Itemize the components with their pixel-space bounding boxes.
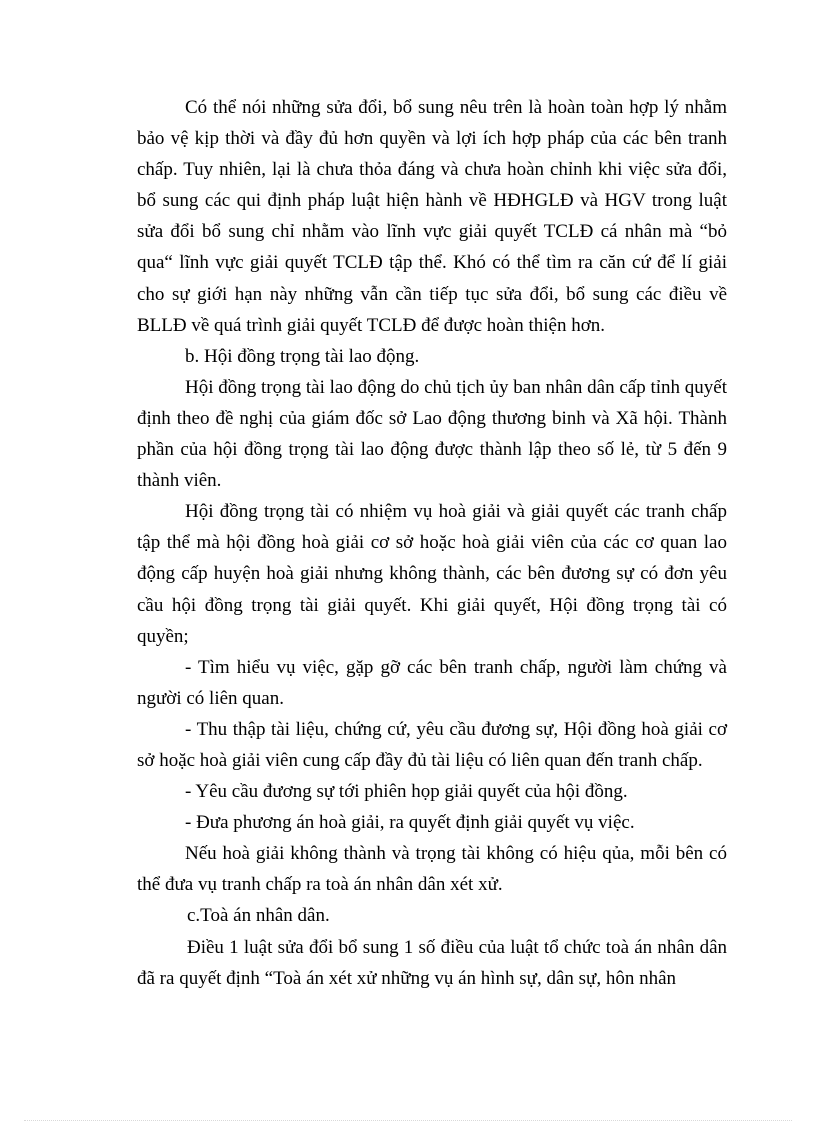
list-item-collect-evidence: - Thu thập tài liệu, chứng cứ, yêu cầu đương sự, Hội đồng hoà giải cơ sở hoặc hoà giải viên cung cấp đầy đủ tài liệu có liên quan đến tranh chấp.	[137, 718, 727, 771]
paragraph-court-referral: Nếu hoà giải không thành và trọng tài không có hiệu qủa, mỗi bên có thể đưa vụ tranh chấp ra toà án nhân dân xét xử.	[137, 843, 727, 896]
list-item-propose-mediation: - Đưa phương án hoà giải, ra quyết định giải quyết vụ việc.	[185, 812, 635, 834]
section-heading-peoples-court: c.Toà án nhân dân.	[187, 905, 330, 927]
section-heading-labor-arbitration-council: b. Hội đồng trọng tài lao động.	[185, 345, 420, 367]
page-bottom-divider	[24, 1120, 792, 1121]
list-item-investigate: - Tìm hiểu vụ việc, gặp gỡ các bên tranh chấp, người làm chứng và người có liên quan.	[137, 656, 727, 709]
paragraph-arbitration-council-duties: Hội đồng trọng tài có nhiệm vụ hoà giải và giải quyết các tranh chấp tập thể mà hội đồng hoà giải cơ sở hoặc hoà giải viên của các cơ quan lao động cấp huyện hoà giải nhưng không thành, các bên đương sự có đơn yêu cầu hội đồng trọng tài giải quyết. Khi giải quyết, Hội đồng trọng tài có quyền;	[137, 501, 727, 647]
document-body	[137, 92, 727, 994]
paragraph-amendment-assessment: Có thể nói những sửa đổi, bổ sung nêu trên là hoàn toàn hợp lý nhằm bảo vệ kịp thời và đầy đủ hơn quyền và lợi ích hợp pháp của các bên tranh chấp. Tuy nhiên, lại là chưa thỏa đáng và chưa hoàn chỉnh khi việc sửa đổi, bổ sung các qui định pháp luật hiện hành về HĐHGLĐ và HGV trong luật sửa đổi bổ sung chỉ nhằm vào lĩnh vực giải quyết TCLĐ cá nhân mà “bỏ qua“ lĩnh vực giải quyết TCLĐ tập thể. Khó có thể tìm ra căn cứ để lí giải cho sự giới hạn này những vẫn cần tiếp tục sửa đổi, bổ sung các điều về BLLĐ về quá trình giải quyết TCLĐ để được hoàn thiện hơn.	[137, 97, 727, 336]
paragraph-court-law-article-1: Điều 1 luật sửa đổi bổ sung 1 số điều của luật tổ chức toà án nhân dân đã ra quyết định “Toà án xét xử những vụ án hình sự, dân sự, hôn nhân	[137, 936, 727, 989]
list-item-summon-parties: - Yêu cầu đương sự tới phiên họp giải quyết của hội đồng.	[185, 781, 628, 803]
paragraph-arbitration-council-composition: Hội đồng trọng tài lao động do chủ tịch ủy ban nhân dân cấp tỉnh quyết định theo đề nghị của giám đốc sở Lao động thương binh và Xã hội. Thành phần của hội đồng trọng tài lao động được thành lập theo số lẻ, từ 5 đến 9 thành viên.	[137, 376, 727, 492]
